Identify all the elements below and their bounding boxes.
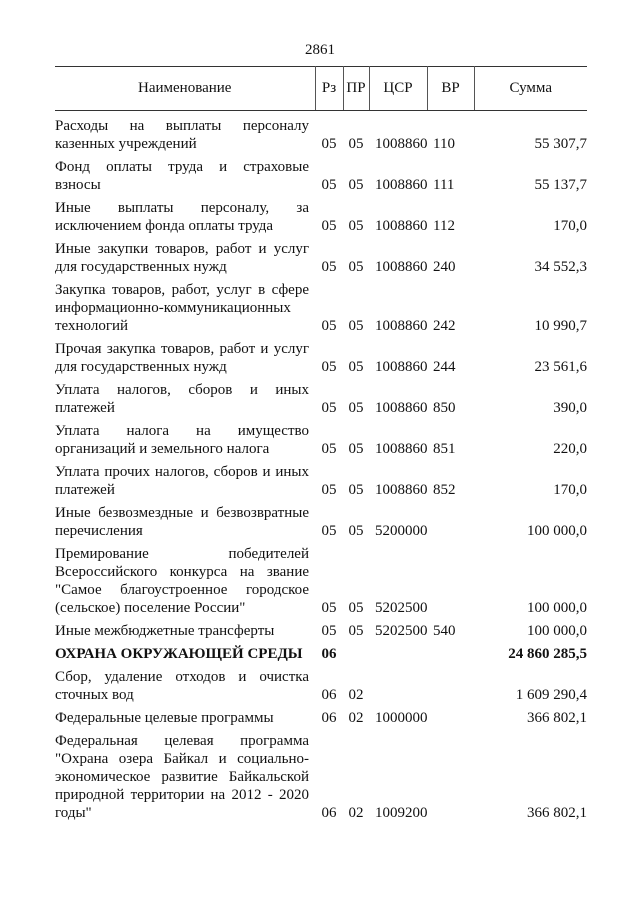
row-sum: 366 802,1 xyxy=(527,805,587,821)
row-name: Иные закупки товаров, работ и услуг для государственных нужд xyxy=(55,241,309,275)
row-rz: 05 xyxy=(321,359,337,375)
table-row xyxy=(55,337,587,378)
table-row xyxy=(55,196,587,237)
table-row xyxy=(55,460,587,501)
row-vr: 851 xyxy=(433,441,456,457)
row-name: Иные выплаты персоналу, за исключением фонда оплаты труда xyxy=(55,200,309,234)
row-pr: 02 xyxy=(348,805,364,821)
row-rz: 05 xyxy=(321,318,337,334)
row-pr: 02 xyxy=(348,687,364,703)
table-row xyxy=(55,542,587,619)
row-vr xyxy=(427,501,474,542)
table-row xyxy=(55,419,587,460)
table-row xyxy=(55,665,587,706)
row-name: Сбор, удаление отходов и очистка сточных вод xyxy=(55,669,309,703)
table-row xyxy=(55,111,587,156)
row-csr: 1000000 xyxy=(375,710,428,726)
row-csr: 1008860 xyxy=(375,177,428,193)
row-vr: 110 xyxy=(433,136,455,152)
table-header xyxy=(55,67,587,111)
row-csr xyxy=(369,665,427,706)
row-pr: 05 xyxy=(348,600,364,616)
table-row xyxy=(55,729,587,824)
header-vr: ВР xyxy=(427,67,474,111)
row-pr: 05 xyxy=(348,218,364,234)
table-row xyxy=(55,619,587,642)
row-name: Уплата прочих налогов, сборов и иных платежей xyxy=(55,464,309,498)
row-pr: 05 xyxy=(348,400,364,416)
row-sum: 34 552,3 xyxy=(534,259,587,275)
row-vr xyxy=(427,542,474,619)
row-name: Фонд оплаты труда и страховые взносы xyxy=(55,159,309,193)
header-sum: Сумма xyxy=(474,67,587,111)
row-csr: 5202500 xyxy=(375,623,428,639)
table-row xyxy=(55,278,587,337)
row-sum: 24 860 285,5 xyxy=(508,646,587,662)
row-rz: 05 xyxy=(321,218,337,234)
row-csr: 1008860 xyxy=(375,359,428,375)
row-rz: 05 xyxy=(321,482,337,498)
row-pr: 05 xyxy=(348,136,364,152)
row-rz: 05 xyxy=(321,623,337,639)
row-sum: 10 990,7 xyxy=(534,318,587,334)
row-pr: 05 xyxy=(348,623,364,639)
row-csr: 1008860 xyxy=(375,259,428,275)
row-rz: 05 xyxy=(321,400,337,416)
row-name: Иные межбюджетные трансферты xyxy=(55,623,275,639)
row-vr: 242 xyxy=(433,318,456,334)
table-row xyxy=(55,378,587,419)
row-name: Федеральная целевая программа "Охрана озера Байкал и социально-экономическое развитие Байкальской природной территории на 2012 - 2020 годы" xyxy=(55,733,309,821)
row-csr: 5202500 xyxy=(375,600,428,616)
row-sum: 55 307,7 xyxy=(534,136,587,152)
row-vr: 244 xyxy=(433,359,456,375)
row-sum: 55 137,7 xyxy=(534,177,587,193)
table-row xyxy=(55,706,587,729)
row-vr xyxy=(427,665,474,706)
row-vr xyxy=(427,642,474,665)
row-csr: 1008860 xyxy=(375,318,428,334)
row-sum: 390,0 xyxy=(553,400,587,416)
row-rz: 05 xyxy=(321,259,337,275)
row-rz: 06 xyxy=(321,805,337,821)
row-pr: 05 xyxy=(348,259,364,275)
row-rz: 05 xyxy=(321,441,337,457)
row-rz: 05 xyxy=(321,136,337,152)
row-csr: 1008860 xyxy=(375,482,428,498)
row-name: Федеральные целевые программы xyxy=(55,710,274,726)
row-rz: 05 xyxy=(321,600,337,616)
header-csr: ЦСР xyxy=(369,67,427,111)
row-csr: 1008860 xyxy=(375,400,428,416)
row-pr: 05 xyxy=(348,441,364,457)
row-vr: 540 xyxy=(433,623,456,639)
row-sum: 23 561,6 xyxy=(534,359,587,375)
row-name: Прочая закупка товаров, работ и услуг для государственных нужд xyxy=(55,341,309,375)
header-pr: ПР xyxy=(343,67,369,111)
row-vr xyxy=(427,706,474,729)
row-pr: 02 xyxy=(348,710,364,726)
row-csr: 1008860 xyxy=(375,441,428,457)
row-sum: 100 000,0 xyxy=(527,523,587,539)
row-rz: 05 xyxy=(321,523,337,539)
table-row xyxy=(55,501,587,542)
header-name: Наименование xyxy=(55,67,315,111)
table-row xyxy=(55,237,587,278)
row-sum: 170,0 xyxy=(553,218,587,234)
row-csr xyxy=(369,642,427,665)
row-rz: 06 xyxy=(321,710,337,726)
row-pr: 05 xyxy=(348,318,364,334)
header-rz: Рз xyxy=(315,67,343,111)
row-name: Премирование победителей Всероссийского конкурса на звание "Самое благоустроенное городское (сельское) поселение России" xyxy=(55,546,309,616)
row-sum: 220,0 xyxy=(553,441,587,457)
budget-table xyxy=(55,66,587,824)
row-sum: 1 609 290,4 xyxy=(515,687,587,703)
row-name: Расходы на выплаты персоналу казенных учреждений xyxy=(55,118,309,152)
row-csr: 1008860 xyxy=(375,136,428,152)
row-vr: 112 xyxy=(433,218,455,234)
row-vr: 240 xyxy=(433,259,456,275)
row-pr: 05 xyxy=(348,523,364,539)
row-sum: 100 000,0 xyxy=(527,623,587,639)
row-vr: 852 xyxy=(433,482,456,498)
table-row xyxy=(55,155,587,196)
row-vr xyxy=(427,729,474,824)
row-rz: 06 xyxy=(321,687,337,703)
row-csr: 5200000 xyxy=(375,523,428,539)
row-name: ОХРАНА ОКРУЖАЮЩЕЙ СРЕДЫ xyxy=(55,646,303,662)
row-pr: 05 xyxy=(348,359,364,375)
row-sum: 366 802,1 xyxy=(527,710,587,726)
row-sum: 100 000,0 xyxy=(527,600,587,616)
page-number: 2861 xyxy=(305,42,335,58)
row-rz: 05 xyxy=(321,177,337,193)
table-row xyxy=(55,642,587,665)
row-csr: 1009200 xyxy=(375,805,428,821)
row-vr: 111 xyxy=(433,177,455,193)
row-sum: 170,0 xyxy=(553,482,587,498)
row-name: Уплата налогов, сборов и иных платежей xyxy=(55,382,309,416)
row-pr xyxy=(343,642,369,665)
row-rz: 06 xyxy=(321,646,337,662)
row-name: Закупка товаров, работ, услуг в сфере информационно-коммуникационных технологий xyxy=(55,282,309,334)
row-vr: 850 xyxy=(433,400,456,416)
row-name: Иные безвозмездные и безвозвратные перечисления xyxy=(55,505,309,539)
row-csr: 1008860 xyxy=(375,218,428,234)
row-pr: 05 xyxy=(348,482,364,498)
row-name: Уплата налога на имущество организаций и земельного налога xyxy=(55,423,309,457)
row-pr: 05 xyxy=(348,177,364,193)
